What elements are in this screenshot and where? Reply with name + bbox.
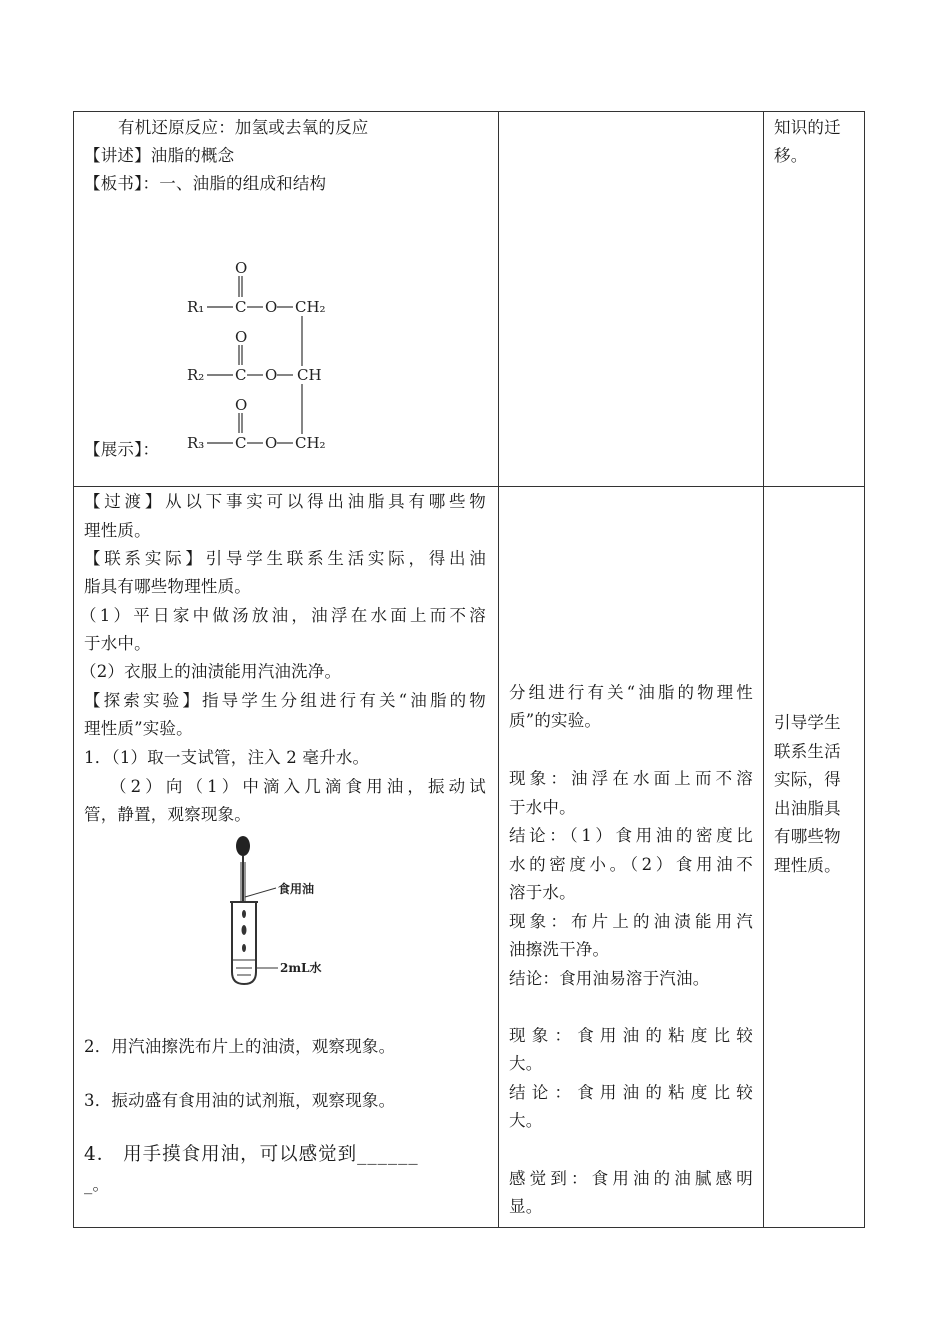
text-line: 管，静置，观察现象。 — [84, 805, 251, 824]
design-intent-cell — [764, 487, 865, 1228]
text-line: 现象：食用油的粘度比较 — [509, 1026, 753, 1045]
text-line: 实际，得 — [774, 770, 841, 789]
carbonyl-oxygen-1: O — [235, 259, 248, 277]
text-line: 引导学生 — [774, 713, 841, 732]
text-line: 显。 — [509, 1197, 543, 1216]
text-line: 大。 — [509, 1111, 543, 1130]
carbon-2: C — [235, 366, 247, 384]
text-line: 分组进行有关“油脂的物理性 — [509, 683, 753, 702]
student-activity-cell — [499, 487, 764, 1228]
dropper-bulb — [236, 836, 250, 856]
design-intent-cell — [764, 112, 865, 487]
text-line: 结论：食用油易溶于汽油。 — [509, 969, 710, 988]
text-line: 水的密度小。（2）食用油不 — [509, 855, 753, 874]
text-line: 理性质。 — [84, 521, 151, 540]
text-line: （2）向（1）中滴入几滴食用油，振动试 — [110, 777, 486, 796]
text-line: 移。 — [774, 146, 808, 165]
ester-oxygen-3: O — [265, 434, 278, 452]
text-line: 有哪些物 — [774, 827, 841, 846]
text-line: 质”的实验。 — [509, 711, 602, 730]
water-label: 2mL水 — [280, 961, 322, 975]
text-line: 联系生活 — [774, 742, 841, 761]
text-line: 【讲述】油脂的概念 — [84, 146, 235, 165]
text-line: _。 — [84, 1175, 110, 1194]
oil-label: 食用油 — [278, 882, 315, 896]
table-row — [74, 487, 865, 1228]
text-line: 于水中。 — [509, 798, 576, 817]
text-line: 现象：布片上的油渍能用汽 — [509, 912, 753, 931]
text-line: 结论：（1）食用油的密度比 — [509, 826, 753, 845]
text-line: 【探索实验】指导学生分组进行有关“油脂的物 — [84, 691, 486, 710]
carbonyl-oxygen-3: O — [235, 396, 248, 414]
lesson-table — [73, 111, 865, 1228]
text-line: 现象：油浮在水面上而不溶 — [509, 769, 753, 788]
text-line: 4． 用手摸食用油，可以感觉到______ — [84, 1144, 419, 1165]
formula-bonds — [207, 276, 302, 443]
text-line: 于水中。 — [84, 634, 151, 653]
carbonyl-oxygen-2: O — [235, 328, 248, 346]
carbon-3: C — [235, 434, 247, 452]
table-row — [74, 112, 865, 487]
teacher-activity-cell — [74, 487, 499, 1228]
ester-oxygen-2: O — [265, 366, 278, 384]
triglyceride-structure-formula — [179, 252, 359, 457]
text-line: 油擦洗干净。 — [509, 940, 610, 959]
text-line: 有机还原反应：加氢或去氧的反应 — [118, 118, 369, 137]
student-activity-cell — [499, 112, 764, 487]
text-line: 3．振动盛有食用油的试剂瓶，观察现象。 — [84, 1091, 396, 1110]
r2-group: R₂ — [187, 366, 205, 384]
ch-middle: CH — [297, 366, 322, 384]
teacher-activity-cell — [74, 112, 499, 487]
text-line: 感觉到：食用油的油腻感明 — [509, 1169, 753, 1188]
r1-group: R₁ — [187, 298, 205, 316]
ch2-top: CH₂ — [295, 298, 326, 316]
text-line: 溶于水。 — [509, 883, 576, 902]
show-label: 【展示】： — [84, 440, 160, 459]
text-line: 大。 — [509, 1054, 543, 1073]
ch2-bottom: CH₂ — [295, 434, 326, 452]
carbon-1: C — [235, 298, 247, 316]
text-line: 知识的迁 — [774, 118, 841, 137]
test-tube-figure — [224, 832, 344, 1002]
text-line: 理性质”实验。 — [84, 719, 193, 738]
text-line: 【联系实际】引导学生联系生活实际，得出油 — [84, 549, 486, 568]
text-line: 脂具有哪些物理性质。 — [84, 577, 251, 596]
text-line: 1．（1）取一支试管，注入 2 毫升水。 — [84, 748, 370, 767]
text-line: （1）平日家中做汤放油，油浮在水面上而不溶 — [80, 606, 486, 625]
ester-oxygen-1: O — [265, 298, 278, 316]
text-line: 【过渡】从以下事实可以得出油脂具有哪些物 — [84, 492, 486, 511]
text-line: 理性质。 — [774, 856, 841, 875]
r3-group: R₃ — [187, 434, 205, 452]
text-line: 结论：食用油的粘度比较 — [509, 1083, 753, 1102]
text-line: （2）衣服上的油渍能用汽油洗净。 — [80, 662, 342, 681]
text-line: 出油脂具 — [774, 799, 841, 818]
text-line: 【板书】：一、油脂的组成和结构 — [84, 174, 327, 193]
text-line: 2．用汽油擦洗布片上的油渍，观察现象。 — [84, 1037, 396, 1056]
